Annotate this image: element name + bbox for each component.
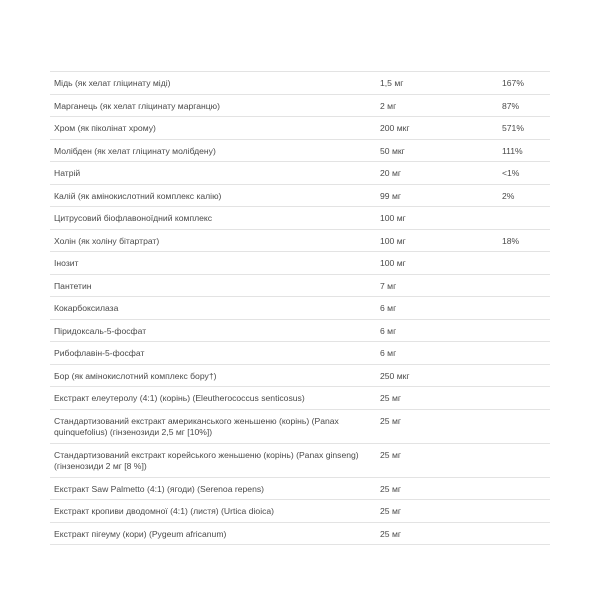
- ingredient-name: Кокарбоксилаза: [50, 297, 376, 320]
- ingredient-name: Натрій: [50, 162, 376, 185]
- table-row: [50, 229, 550, 252]
- ingredient-name: Марганець (як хелат гліцинату марганцю): [50, 94, 376, 117]
- ingredient-name: Бор (як амінокислотний комплекс бору†): [50, 364, 376, 387]
- table-row: [50, 94, 550, 117]
- table-row: [50, 409, 550, 443]
- ingredient-daily-value: [502, 477, 550, 500]
- ingredient-daily-value: [502, 252, 550, 275]
- ingredient-name: Екстракт пігеуму (кори) (Pygeum africanum): [50, 522, 376, 545]
- ingredient-amount: 100 мг: [376, 229, 502, 252]
- table-row: [50, 477, 550, 500]
- ingredient-daily-value: 167%: [502, 72, 550, 95]
- ingredient-amount: 250 мкг: [376, 364, 502, 387]
- ingredient-name: Холін (як холіну бітартрат): [50, 229, 376, 252]
- ingredient-amount: 25 мг: [376, 500, 502, 523]
- table-row: [50, 252, 550, 275]
- ingredient-daily-value: [502, 443, 550, 477]
- table-row: [50, 522, 550, 545]
- table-body: [50, 72, 550, 545]
- ingredient-daily-value: [502, 500, 550, 523]
- ingredient-daily-value: <1%: [502, 162, 550, 185]
- supplement-facts-table: [50, 71, 550, 545]
- ingredient-name: Цитрусовий біофлавоноїдний комплекс: [50, 207, 376, 230]
- ingredient-amount: 100 мг: [376, 252, 502, 275]
- ingredient-name: Піридоксаль-5-фосфат: [50, 319, 376, 342]
- ingredient-daily-value: 111%: [502, 139, 550, 162]
- table-row: [50, 117, 550, 140]
- ingredient-amount: 100 мг: [376, 207, 502, 230]
- ingredient-daily-value: [502, 364, 550, 387]
- ingredient-daily-value: [502, 342, 550, 365]
- table-row: [50, 274, 550, 297]
- table-row: [50, 184, 550, 207]
- ingredient-name: Стандартизований екстракт корейського женьшеню (корінь) (Panax ginseng) (гінзенозиди 2 мг [8 %]): [50, 443, 376, 477]
- ingredient-name: Хром (як піколінат хрому): [50, 117, 376, 140]
- ingredient-amount: 6 мг: [376, 297, 502, 320]
- ingredient-amount: 200 мкг: [376, 117, 502, 140]
- ingredient-daily-value: 87%: [502, 94, 550, 117]
- ingredient-amount: 6 мг: [376, 319, 502, 342]
- ingredient-name: Калій (як амінокислотний комплекс калію): [50, 184, 376, 207]
- table-row: [50, 319, 550, 342]
- table-row: [50, 162, 550, 185]
- ingredient-name: Екстракт Saw Palmetto (4:1) (ягоди) (Serenoa repens): [50, 477, 376, 500]
- table-row: [50, 72, 550, 95]
- ingredient-amount: 25 мг: [376, 443, 502, 477]
- ingredient-daily-value: [502, 319, 550, 342]
- ingredient-daily-value: [502, 387, 550, 410]
- ingredient-name: Стандартизований екстракт американського женьшеню (корінь) (Panax quinquefolius) (гінзенозиди 2,5 мг [10%]): [50, 409, 376, 443]
- ingredient-amount: 1,5 мг: [376, 72, 502, 95]
- ingredient-daily-value: [502, 409, 550, 443]
- ingredient-name: Інозит: [50, 252, 376, 275]
- table-row: [50, 500, 550, 523]
- ingredient-name: Екстракт елеутеролу (4:1) (корінь) (Eleutherococcus senticosus): [50, 387, 376, 410]
- ingredient-amount: 25 мг: [376, 409, 502, 443]
- supplement-facts-table-container: [50, 71, 550, 545]
- table-row: [50, 364, 550, 387]
- ingredient-name: Мідь (як хелат гліцинату міді): [50, 72, 376, 95]
- table-row: [50, 443, 550, 477]
- table-row: [50, 207, 550, 230]
- ingredient-amount: 99 мг: [376, 184, 502, 207]
- ingredient-name: Молібден (як хелат гліцинату молібдену): [50, 139, 376, 162]
- ingredient-daily-value: 2%: [502, 184, 550, 207]
- ingredient-daily-value: 571%: [502, 117, 550, 140]
- table-row: [50, 139, 550, 162]
- ingredient-amount: 6 мг: [376, 342, 502, 365]
- table-row: [50, 387, 550, 410]
- ingredient-name: Рибофлавін-5-фосфат: [50, 342, 376, 365]
- ingredient-amount: 7 мг: [376, 274, 502, 297]
- ingredient-name: Пантетин: [50, 274, 376, 297]
- ingredient-daily-value: [502, 207, 550, 230]
- ingredient-amount: 25 мг: [376, 477, 502, 500]
- ingredient-daily-value: [502, 297, 550, 320]
- table-row: [50, 342, 550, 365]
- ingredient-daily-value: [502, 522, 550, 545]
- ingredient-amount: 25 мг: [376, 522, 502, 545]
- ingredient-name: Екстракт кропиви дводомної (4:1) (листя) (Urtica dioica): [50, 500, 376, 523]
- ingredient-daily-value: 18%: [502, 229, 550, 252]
- ingredient-amount: 20 мг: [376, 162, 502, 185]
- ingredient-amount: 2 мг: [376, 94, 502, 117]
- table-row: [50, 297, 550, 320]
- ingredient-amount: 50 мкг: [376, 139, 502, 162]
- ingredient-daily-value: [502, 274, 550, 297]
- ingredient-amount: 25 мг: [376, 387, 502, 410]
